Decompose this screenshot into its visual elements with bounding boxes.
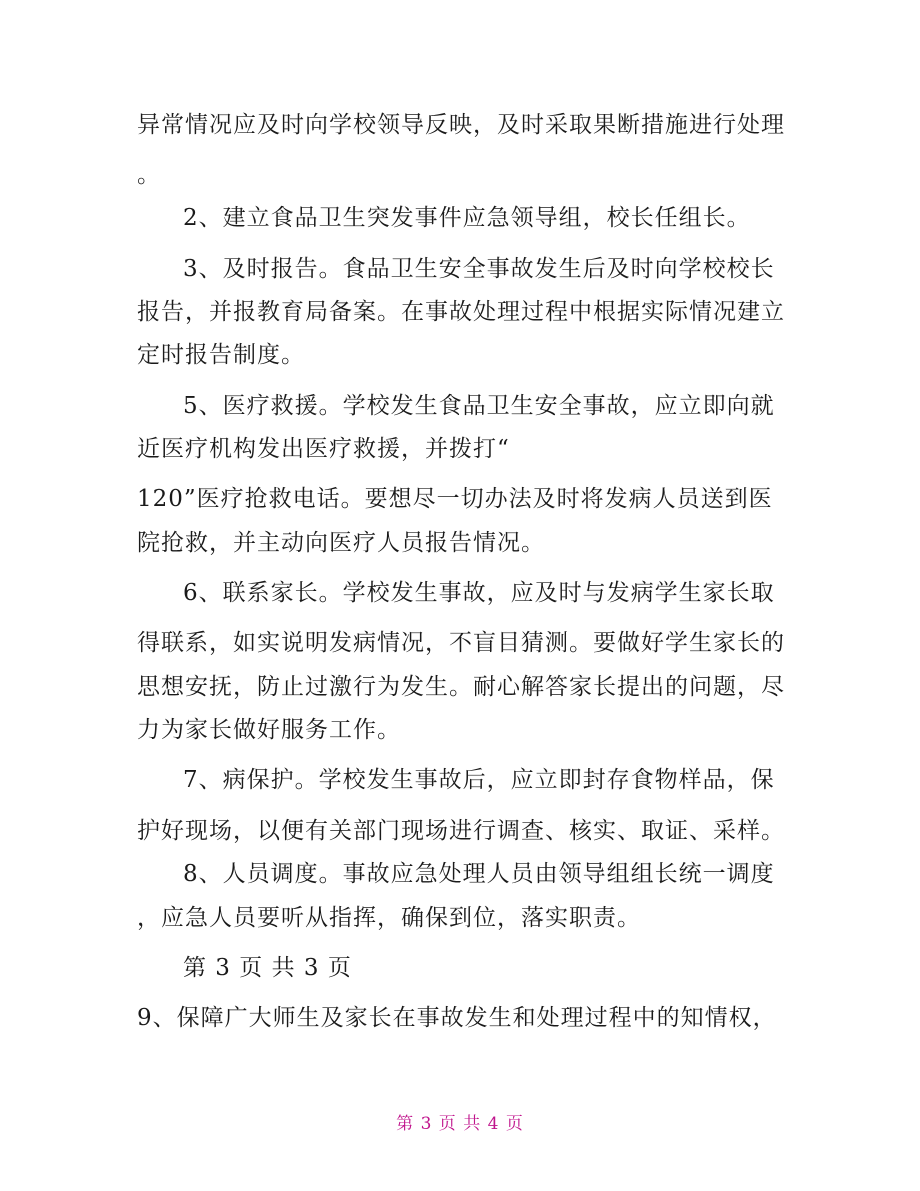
- text-line: 报告，并报教育局备案。在事故处理过程中根据实际情况建立: [137, 299, 785, 325]
- text-line: 思想安抚，防止过激行为发生。耐心解答家长提出的问题，尽: [137, 674, 785, 700]
- text-line: 5、医疗救援。学校发生食品卫生安全事故，应立即向就: [183, 393, 775, 419]
- text-line: 6、联系家长。学校发生事故，应及时与发病学生家长取: [183, 580, 775, 606]
- text-line: 护好现场，以便有关部门现场进行调查、核实、取证、采样。: [137, 818, 785, 844]
- text-line: 2、建立食品卫生突发事件应急领导组，校长任组长。: [183, 205, 751, 231]
- text-line: ，应急人员要听从指挥，确保到位，落实职责。: [137, 905, 641, 931]
- text-line: 3、及时报告。食品卫生安全事故发生后及时向学校校长: [183, 256, 775, 282]
- text-line: 得联系，如实说明发病情况，不盲目猜测。要做好学生家长的: [137, 630, 785, 656]
- text-line: 7、病保护。学校发生事故后，应立即封存食物样品，保: [183, 767, 775, 793]
- inner-page-number: 第 3 页 共 3 页: [183, 955, 352, 981]
- text-line: 院抢救，并主动向医疗人员报告情况。: [137, 530, 545, 556]
- text-line: 力为家长做好服务工作。: [137, 717, 401, 743]
- text-line: 异常情况应及时向学校领导反映，及时采取果断措施进行处理: [137, 112, 785, 138]
- text-line: 。: [137, 162, 161, 188]
- page-footer: 第 3 页 共 4 页: [396, 1114, 524, 1134]
- text-line: 8、人员调度。事故应急处理人员由领导组组长统一调度: [183, 861, 775, 887]
- text-line: 近医疗机构发出医疗救援，并拨打“: [137, 436, 510, 462]
- text-line: 120”医疗抢救电话。要想尽一切办法及时将发病人员送到医: [137, 486, 773, 512]
- text-line: 9、保障广大师生及家长在事故发生和处理过程中的知情权，: [137, 1005, 777, 1031]
- text-line: 定时报告制度。: [137, 342, 305, 368]
